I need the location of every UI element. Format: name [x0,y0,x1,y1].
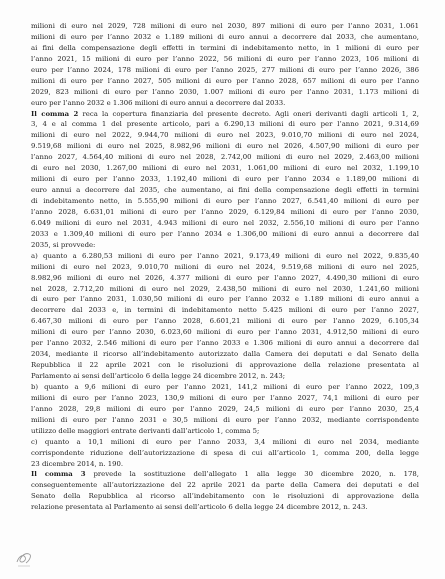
line-text: Senato della Repubblica al ricorso all’indebitamento con le risoluzioni di approvazione della [31,492,419,501]
line-text: milioni di euro nel 2023, 9.010,70 milioni di euro nel 2024, 9.519,68 milioni di euro nel 2025, [31,262,419,271]
line-text: milioni di euro per l’anno 2032 e 1.189 milioni di euro annui a decorrere dal 2033, che aumentano, [31,32,419,41]
text-line [31,32,419,43]
signature-stamp-icon [14,548,34,570]
line-text: Repubblica il 22 aprile 2021 con le risoluzioni di approvazione della relazione presentata al [31,361,419,370]
text-line [31,152,419,163]
line-text: 8.982,96 milioni di euro nel 2026, 4.377 milioni di euro per l’anno 2027, 4.490,30 milioni di euro [31,273,419,282]
line-text: 2029, 823 milioni di euro per l’anno 2030, 1.007 milioni di euro per l’anno 2031, 1.173 milioni di [31,87,419,96]
line-text: relazione presentata al Parlamento ai sensi dell’articolo 6 della legge 24 dicembre 2012, n. 243. [31,503,368,512]
line-text: euro per l’anno 2024, 178 milioni di euro per l’anno 2025, 277 milioni di euro per l’anno 2026, 386 [31,65,419,74]
text-line [31,459,419,470]
text-line [31,174,419,185]
text-line [31,196,419,207]
line-text: ai fini della compensazione degli effetti in termini di indebitamento netto, in 1 milioni di euro per [31,43,419,52]
text-line [31,393,419,404]
text-line [31,469,419,480]
text-line [31,65,419,76]
text-line [31,141,419,152]
text-line [31,480,419,491]
line-text: conseguentemente all’autorizzazione del 22 aprile 2021 da parte della Camera dei deputati e del [31,481,419,490]
text-line [31,371,419,382]
line-text: l’anno 2028, 6.631,01 milioni di euro per l’anno 2029, 6.129,84 milioni di euro per l’anno 2030, [31,207,419,216]
text-line [31,251,419,262]
text-line [31,316,419,327]
text-line [31,54,419,65]
text-line [31,284,419,295]
line-text: milioni di euro nel 2029, 728 milioni di euro nel 2030, 897 milioni di euro per l’anno 2031, 1.061 [31,22,419,30]
text-line [31,404,419,415]
text-line [31,437,419,448]
line-text: b) quanto a 9,6 milioni di euro per l’anno 2021, 141,2 milioni di euro per l’anno 2022, 109,3 [31,382,419,391]
line-text: 9.519,68 milioni di euro nel 2025, 8.982,96 milioni di euro nel 2026, 4.507,90 milioni di euro per [31,142,419,151]
text-line [31,207,419,218]
bold-lead: Il comma 2 [31,109,79,118]
line-text: 3, 4 e al comma 1 del presente articolo, pari a 6.290,13 milioni di euro per l’anno 2021, 9.314,69 [31,120,419,129]
line-text: nel 2028, 2.712,20 milioni di euro nel 2029, 2.438,50 milioni di euro nel 2030, 1.241,60 milioni [31,284,419,293]
text-line [31,502,419,513]
line-text: di euro nel 2030, 1.267,00 milioni di euro nel 2031, 1.061,00 milioni di euro nel 2032, 1.199,10 [31,164,419,173]
text-line [31,240,419,251]
text-line [31,262,419,273]
text-line [31,76,419,87]
text-line [31,338,419,349]
line-text: reca la copertura finanziaria del presente decreto. Agli oneri derivanti dagli articoli 1, 2, [78,109,419,118]
line-text: Parlamento ai sensi dell’articolo 6 della legge 24 dicembre 2012, n. 243; [31,372,286,380]
line-text: di indebitamento netto, in 5.555,90 milioni di euro per l’anno 2027, 6.541,40 milioni di euro per [31,197,419,205]
bold-lead: Il comma 3 [31,470,86,479]
line-text: l’anno 2028, 29,8 milioni di euro per l’anno 2029, 24,5 milioni di euro per l’anno 2030, 25,4 [31,404,419,413]
text-line [31,218,419,229]
line-text: l’anno 2021, 15 milioni di euro per l’anno 2022, 56 milioni di euro per l’anno 2023, 106 milioni di [31,54,419,63]
text-line [31,491,419,502]
line-text: 6.049 milioni di euro nel 2031, 4.943 milioni di euro nel 2032, 2.556,10 milioni di euro per l’anno [31,218,419,227]
line-text: milioni di euro per l’anno 2033, 1.192,40 milioni di euro per l’anno 2034 e 1.189,00 milioni di [31,175,419,184]
text-line [31,305,419,316]
text-line [31,43,419,54]
line-text: c) quanto a 10,1 milioni di euro per l’anno 2033, 3,4 milioni di euro nel 2034, mediante [31,437,419,446]
text-line [31,349,419,360]
line-text: milioni di euro per l’anno 2030, 6.023,60 milioni di euro per l’anno 2031, 4.912,50 milioni di euro [31,328,419,337]
line-text: milioni di euro per l’anno 2023, 130,9 milioni di euro per l’anno 2027, 74,1 milioni di euro per [31,393,419,402]
text-line [31,294,419,305]
line-text: milioni di euro per l’anno 2031 e 30,5 milioni di euro per l’anno 2032, mediante corrispondente [31,415,419,424]
line-text: decorrere dal 2033 e, in termini di indebitamento netto 5.425 milioni di euro per l’anno 2027, [31,306,419,315]
line-text: euro per l’anno 2032 e 1.306 milioni di euro annui a decorrere dal 2033. [31,98,286,107]
text-line [31,185,419,196]
text-line [31,229,419,240]
text-line [31,448,419,459]
text-line [31,382,419,393]
line-text: per l’anno 2032, 2.546 milioni di euro per l’anno 2033 e 1.306 milioni di euro annui a decorrere dal [31,339,419,348]
line-text: 2034, mediante il ricorso all’indebitamento autorizzato dalla Camera dei deputati e dal Senato della [31,350,419,359]
text-line [31,426,419,437]
document-body [31,21,419,513]
text-line [31,109,419,120]
text-line [31,360,419,371]
text-line [31,415,419,426]
line-text: prevede la sostituzione dell’allegato 1 alla legge 30 dicembre 2020, n. 178, [85,470,419,479]
text-line [31,327,419,338]
line-text: euro annui a decorrere dal 2035, che aumentano, ai fini della compensazione degli effetti in termini [31,186,419,195]
text-line [31,119,419,130]
line-text: a) quanto a 6.280,53 milioni di euro per l’anno 2021, 9.173,49 milioni di euro nel 2022, 9.835,40 [31,251,419,260]
line-text: 2035, si provvede: [31,240,96,249]
line-text: 2033 e 1.309,40 milioni di euro per l’anno 2034 e 1.306,00 milioni di euro annui a decorrere dal [31,229,419,238]
text-line [31,163,419,174]
line-text: milioni di euro per l’anno 2027, 505 milioni di euro per l’anno 2028, 657 milioni di euro per l’anno [31,76,419,85]
text-line [31,87,419,98]
line-text: corrispondente riduzione dell’autorizzazione di spesa di cui all’articolo 1, comma 200, della legge [31,448,419,457]
line-text: 6.467,30 milioni di euro per l’anno 2028, 6.601,21 milioni di euro per l’anno 2029, 6.105,34 [31,317,419,326]
line-text: di euro per l’anno 2031, 1.030,50 milioni di euro per l’anno 2032 e 1.189 milioni di euro annui a [31,295,419,304]
line-text: utilizzo delle maggiori entrate derivanti dall’articolo 1, comma 5; [31,426,260,435]
line-text: 23 dicembre 2014, n. 190. [31,459,124,468]
text-line [31,98,419,109]
text-line [31,21,419,32]
text-line [31,130,419,141]
line-text: milioni di euro nel 2022, 9.944,70 milioni di euro nel 2023, 9.010,70 milioni di euro nel 2024, [31,131,419,140]
text-line [31,273,419,284]
line-text: l’anno 2027, 4.564,40 milioni di euro nel 2028, 2.742,00 milioni di euro nel 2029, 2.463,00 milioni [31,153,419,162]
